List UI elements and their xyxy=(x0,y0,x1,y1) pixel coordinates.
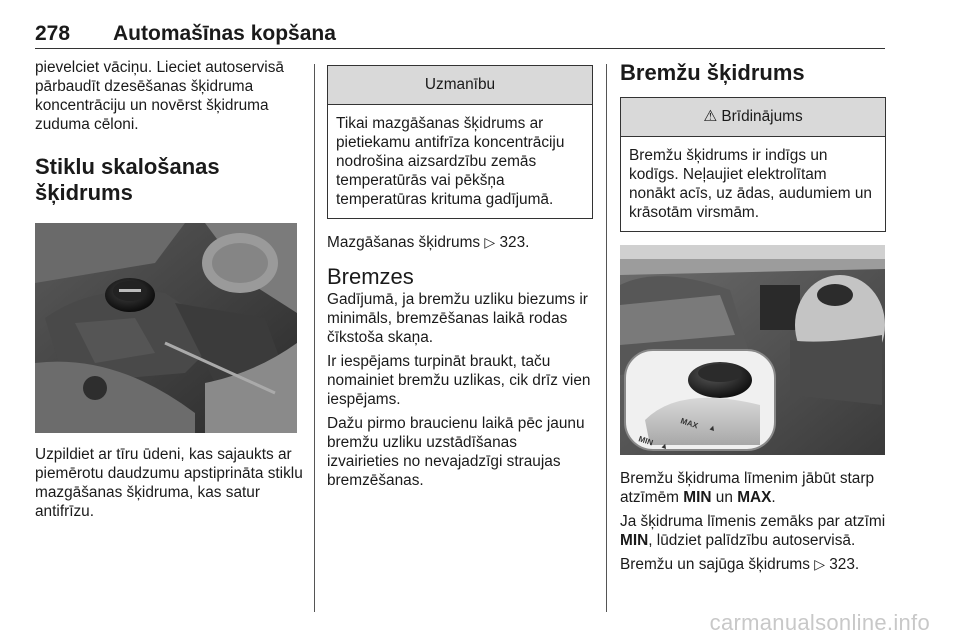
warning-header xyxy=(621,98,885,137)
column-3 xyxy=(620,58,886,579)
brake-fluid-reservoir-photo xyxy=(620,245,885,455)
intro-paragraph: pievelciet vāciņu. Lieciet autoservisā pārbaudīt dzesēšanas šķidruma koncentrāciju un novērst šķidruma zuduma cēloni. xyxy=(35,59,284,133)
brakes-paragraph-1: Gadījumā, ja bremžu uzliku biezums ir minimāls, bremzēšanas laikā rodas čīkstoša skaņa. xyxy=(327,291,588,346)
photo-min-label: MIN xyxy=(637,434,655,448)
photo-min-arrow: ▲ xyxy=(659,440,670,452)
notice-body: Tikai mazgāšanas šķidrums ar pietiekamu antifrīza koncentrāciju nodrošina aizsardzību zemās temperatūrās vai pēkšņa temperatūras krituma gadījumā. xyxy=(336,115,565,208)
section-heading-brake-fluid: Bremžu šķidrums xyxy=(620,60,805,85)
notice-box xyxy=(327,65,593,219)
cross-reference-page: 323. xyxy=(829,556,860,573)
min-mark: MIN xyxy=(683,489,712,506)
cross-reference-brake-clutch xyxy=(620,555,886,574)
cross-reference xyxy=(327,233,593,252)
max-mark: MAX xyxy=(737,489,772,506)
brakes-paragraph-2: Ir iespējams turpināt braukt, taču nomainiet bremžu uzlikas, cik drīz vien iespējams. xyxy=(327,353,591,408)
cross-reference-page: 323. xyxy=(499,234,530,251)
page-ref-icon: ▷ xyxy=(484,234,496,250)
cross-reference-text: Bremžu un sajūga šķidrums xyxy=(620,556,810,573)
washer-reservoir-photo xyxy=(35,223,297,433)
running-title: Automašīnas kopšana xyxy=(113,22,336,45)
brake-fluid-paragraph-2: Ja šķidruma līmenis zemāks par atzīmi MIN, lūdziet palīdzību autoservisā. xyxy=(620,513,886,549)
photo-max-label: MAX xyxy=(679,416,700,431)
column-divider xyxy=(606,64,607,612)
warning-title: Brīdinājums xyxy=(721,108,803,125)
warning-body: Bremžu šķidrums ir indīgs un kodīgs. Neļaujiet elektrolītam nonākt acīs, uz ādas, audumiem un krāsotām virsmām. xyxy=(629,147,872,221)
section-heading-washer-fluid: Stiklu skalošanas šķidrums xyxy=(35,154,220,205)
page-header xyxy=(35,22,885,49)
page-number: 278 xyxy=(35,22,71,45)
washer-fluid-paragraph: Uzpildiet ar tīru ūdeni, kas sajaukts ar piemērotu daudzumu apstiprināta stiklu mazgāšanas šķidruma, kas satur antifrīzu. xyxy=(35,446,303,520)
column-1 xyxy=(35,58,303,526)
column-divider xyxy=(314,64,315,612)
min-mark-2: MIN xyxy=(620,532,649,549)
warning-box xyxy=(620,97,886,232)
brakes-paragraph-3: Dažu pirmo braucienu laikā pēc jaunu bremžu uzliku uzstādīšanas izvairieties no nevajadzīgi straujas bremzēšanas. xyxy=(327,415,585,489)
warning-icon: ⚠ xyxy=(703,108,718,125)
page-ref-icon: ▷ xyxy=(814,556,825,572)
cross-reference-text: Mazgāšanas šķidrums xyxy=(327,234,481,251)
watermark: carmanualsonline.info xyxy=(709,610,930,635)
photo-max-arrow: ▲ xyxy=(707,422,718,434)
notice-title: Uzmanību xyxy=(328,66,592,105)
column-2 xyxy=(327,58,593,495)
brake-fluid-paragraph-1: Bremžu šķidruma līmenim jābūt starp atzīmēm MIN un MAX. xyxy=(620,470,875,506)
section-heading-brakes: Bremzes xyxy=(327,264,414,289)
